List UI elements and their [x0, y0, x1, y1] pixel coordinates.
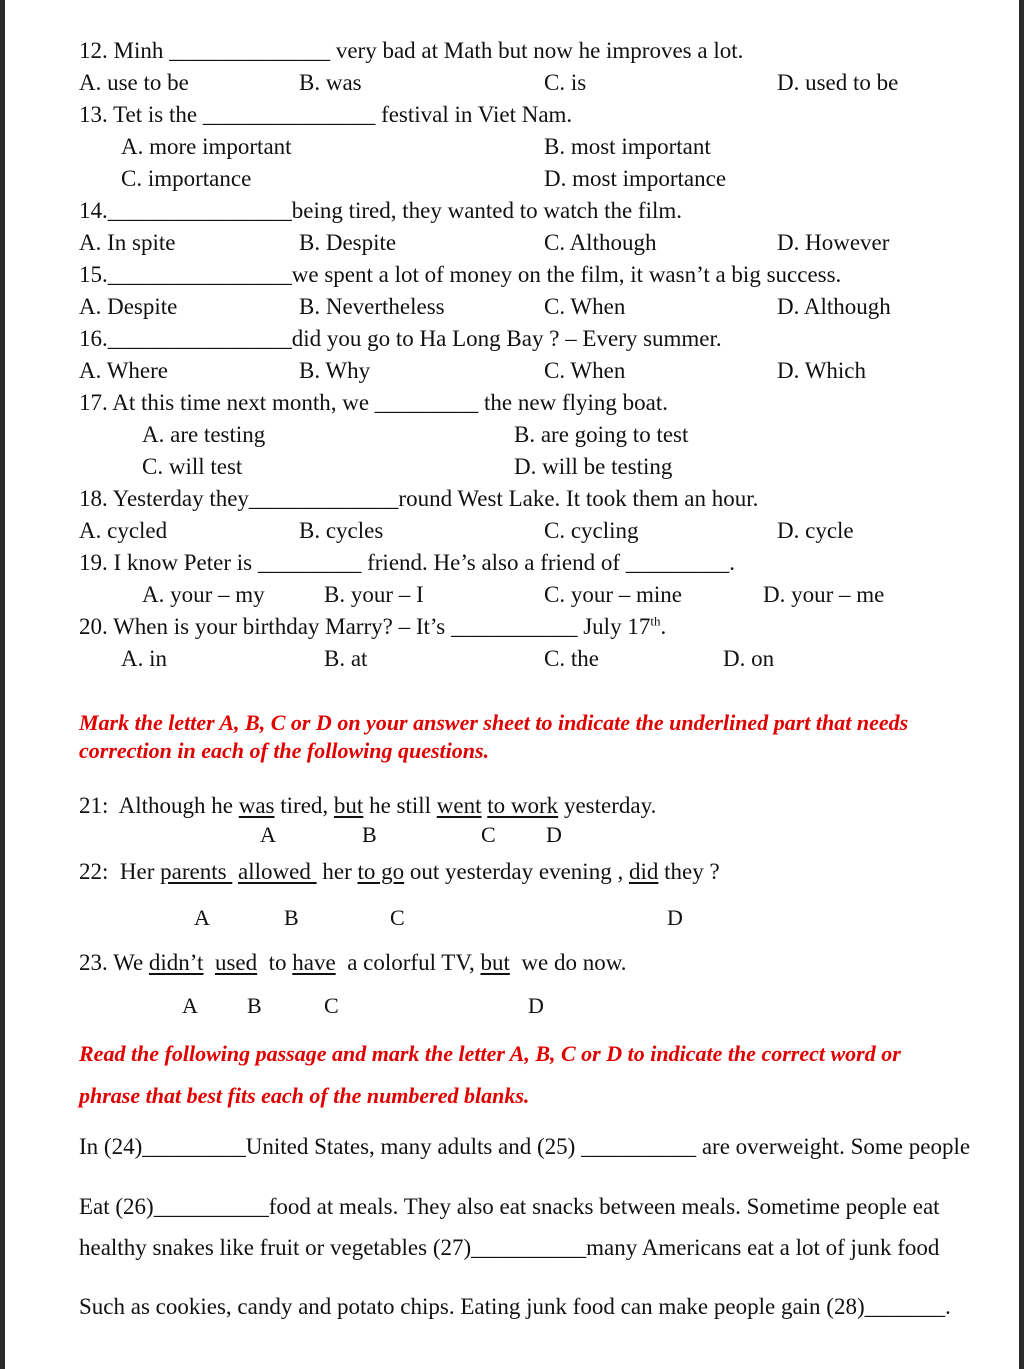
underlined-part-c: to go [357, 859, 405, 884]
sentence-text [203, 950, 215, 975]
question-21-label-d[interactable]: D [546, 822, 562, 847]
question-16-option-d[interactable]: D. Which [777, 358, 867, 383]
passage-line: healthy snakes like fruit or vegetables (27)__________many Americans eat a lot of junk food [79, 1235, 940, 1260]
question-12-option-c[interactable]: C. is [544, 70, 587, 95]
error-identification-instruction [79, 709, 1009, 765]
underlined-part-c: have [292, 950, 336, 975]
question-15-option-b[interactable]: B. Nevertheless [299, 294, 445, 319]
underlined-part-a: parents [160, 859, 233, 884]
question-12-option-a[interactable]: A. use to be [79, 70, 189, 95]
question-16-option-c[interactable]: C. When [544, 358, 626, 383]
sentence-text: they ? [658, 859, 720, 884]
question-16-stem: 16.________________did you go to Ha Long Bay ? – Every summer. [79, 326, 722, 351]
question-14-option-a[interactable]: A. In spite [79, 230, 176, 255]
question-21-label-c[interactable]: C [481, 822, 496, 847]
question-13-stem: 13. Tet is the _______________ festival in Viet Nam. [79, 102, 573, 127]
question-21-label-a[interactable]: A [260, 822, 276, 847]
question-22-label-b[interactable]: B [284, 905, 299, 930]
question-17-option-a[interactable]: A. are testing [142, 422, 266, 447]
question-20-stem-end: . [660, 614, 667, 639]
question-20-stem-text: 20. When is your birthday Marry? – It’s ___________ July 17 [79, 614, 651, 639]
question-22-label-c[interactable]: C [390, 905, 405, 930]
question-15-option-d[interactable]: D. Although [777, 294, 891, 319]
sentence-text: her [316, 859, 358, 884]
question-18-option-d[interactable]: D. cycle [777, 518, 854, 543]
question-17-stem: 17. At this time next month, we _________ the new flying boat. [79, 390, 668, 415]
instruction-line: correction in each of the following questions. [79, 738, 490, 763]
question-19-stem: 19. I know Peter is _________ friend. He’s also a friend of _________. [79, 550, 736, 575]
sentence-text: out yesterday evening , [404, 859, 629, 884]
sentence-text: yesterday. [558, 793, 657, 818]
question-17-option-c[interactable]: C. will test [142, 454, 243, 479]
passage-line: Eat (26)__________food at meals. They also eat snacks between meals. Sometime people eat [79, 1194, 940, 1219]
question-20-option-b[interactable]: B. at [324, 646, 368, 671]
question-12-option-d[interactable]: D. used to be [777, 70, 899, 95]
sentence-text: we do now. [509, 950, 627, 975]
underlined-part-a: was [238, 793, 275, 818]
question-12-stem: 12. Minh ______________ very bad at Math but now he improves a lot. [79, 38, 744, 63]
sentence-text: to [257, 950, 293, 975]
question-18-option-b[interactable]: B. cycles [299, 518, 384, 543]
question-16-option-a[interactable]: A. Where [79, 358, 168, 383]
sentence-text: he still [363, 793, 437, 818]
question-23-label-a[interactable]: A [182, 993, 198, 1018]
page-left-edge [0, 0, 5, 1369]
question-17-option-d[interactable]: D. will be testing [514, 454, 673, 479]
question-23-label-b[interactable]: B [247, 993, 262, 1018]
question-19-option-c[interactable]: C. your – mine [544, 582, 682, 607]
question-21-sentence [79, 793, 656, 819]
passage-instruction [79, 1033, 1009, 1117]
question-20-option-c[interactable]: C. the [544, 646, 599, 671]
question-15-option-a[interactable]: A. Despite [79, 294, 178, 319]
question-16-option-b[interactable]: B. Why [299, 358, 371, 383]
sentence-text: a colorful TV, [335, 950, 481, 975]
question-23-label-c[interactable]: C [324, 993, 339, 1018]
question-20-stem [79, 614, 666, 640]
question-14-option-c[interactable]: C. Although [544, 230, 657, 255]
question-18-option-a[interactable]: A. cycled [79, 518, 168, 543]
question-14-option-b[interactable]: B. Despite [299, 230, 397, 255]
question-19-option-d[interactable]: D. your – me [763, 582, 885, 607]
question-20-option-d[interactable]: D. on [723, 646, 775, 671]
question-18-stem: 18. Yesterday they_____________round West Lake. It took them an hour. [79, 486, 759, 511]
question-13-option-d[interactable]: D. most importance [544, 166, 727, 191]
underlined-part-b: used [214, 950, 258, 975]
instruction-line: Mark the letter A, B, C or D on your answer sheet to indicate the underlined part that needs [79, 710, 909, 735]
question-12-option-b[interactable]: B. was [299, 70, 362, 95]
passage-line: In (24)_________United States, many adults and (25) __________ are overweight. Some people [79, 1134, 971, 1159]
underlined-part-d: did [628, 859, 659, 884]
question-22-label-d[interactable]: D [667, 905, 683, 930]
passage-line: Such as cookies, candy and potato chips. Eating junk food can make people gain (28)_______. [79, 1294, 951, 1319]
instruction-line: Read the following passage and mark the letter A, B, C or D to indicate the correct word or [79, 1041, 901, 1066]
question-21-label-b[interactable]: B [362, 822, 377, 847]
question-18-option-c[interactable]: C. cycling [544, 518, 639, 543]
sentence-text: 22: Her [79, 859, 161, 884]
sentence-text: tired, [274, 793, 334, 818]
question-19-option-b[interactable]: B. your – I [324, 582, 424, 607]
question-22-sentence [79, 859, 720, 885]
underlined-part-d: to work [487, 793, 559, 818]
question-13-option-b[interactable]: B. most important [544, 134, 711, 159]
question-14-stem: 14.________________being tired, they wanted to watch the film. [79, 198, 682, 223]
page-right-edge [1019, 0, 1024, 1369]
question-13-option-c[interactable]: C. importance [121, 166, 252, 191]
underlined-part-b: but [333, 793, 364, 818]
question-13-option-a[interactable]: A. more important [121, 134, 292, 159]
question-23-label-d[interactable]: D [528, 993, 544, 1018]
question-15-option-c[interactable]: C. When [544, 294, 626, 319]
question-17-option-b[interactable]: B. are going to test [514, 422, 689, 447]
question-22-label-a[interactable]: A [194, 905, 210, 930]
question-20-option-a[interactable]: A. in [121, 646, 167, 671]
sentence-text: 21: Although he [79, 793, 239, 818]
underlined-part-c: went [436, 793, 482, 818]
sentence-text: 23. We [79, 950, 149, 975]
question-20-ordinal-suffix: th [650, 613, 661, 629]
instruction-line: phrase that best fits each of the numbered blanks. [79, 1083, 530, 1108]
underlined-part-b: allowed [238, 859, 317, 884]
question-23-sentence [79, 950, 627, 976]
underlined-part-d: but [480, 950, 510, 975]
question-19-option-a[interactable]: A. your – my [142, 582, 265, 607]
underlined-part-a: didn’t [148, 950, 204, 975]
question-14-option-d[interactable]: D. However [777, 230, 890, 255]
question-15-stem: 15.________________we spent a lot of money on the film, it wasn’t a big success. [79, 262, 842, 287]
